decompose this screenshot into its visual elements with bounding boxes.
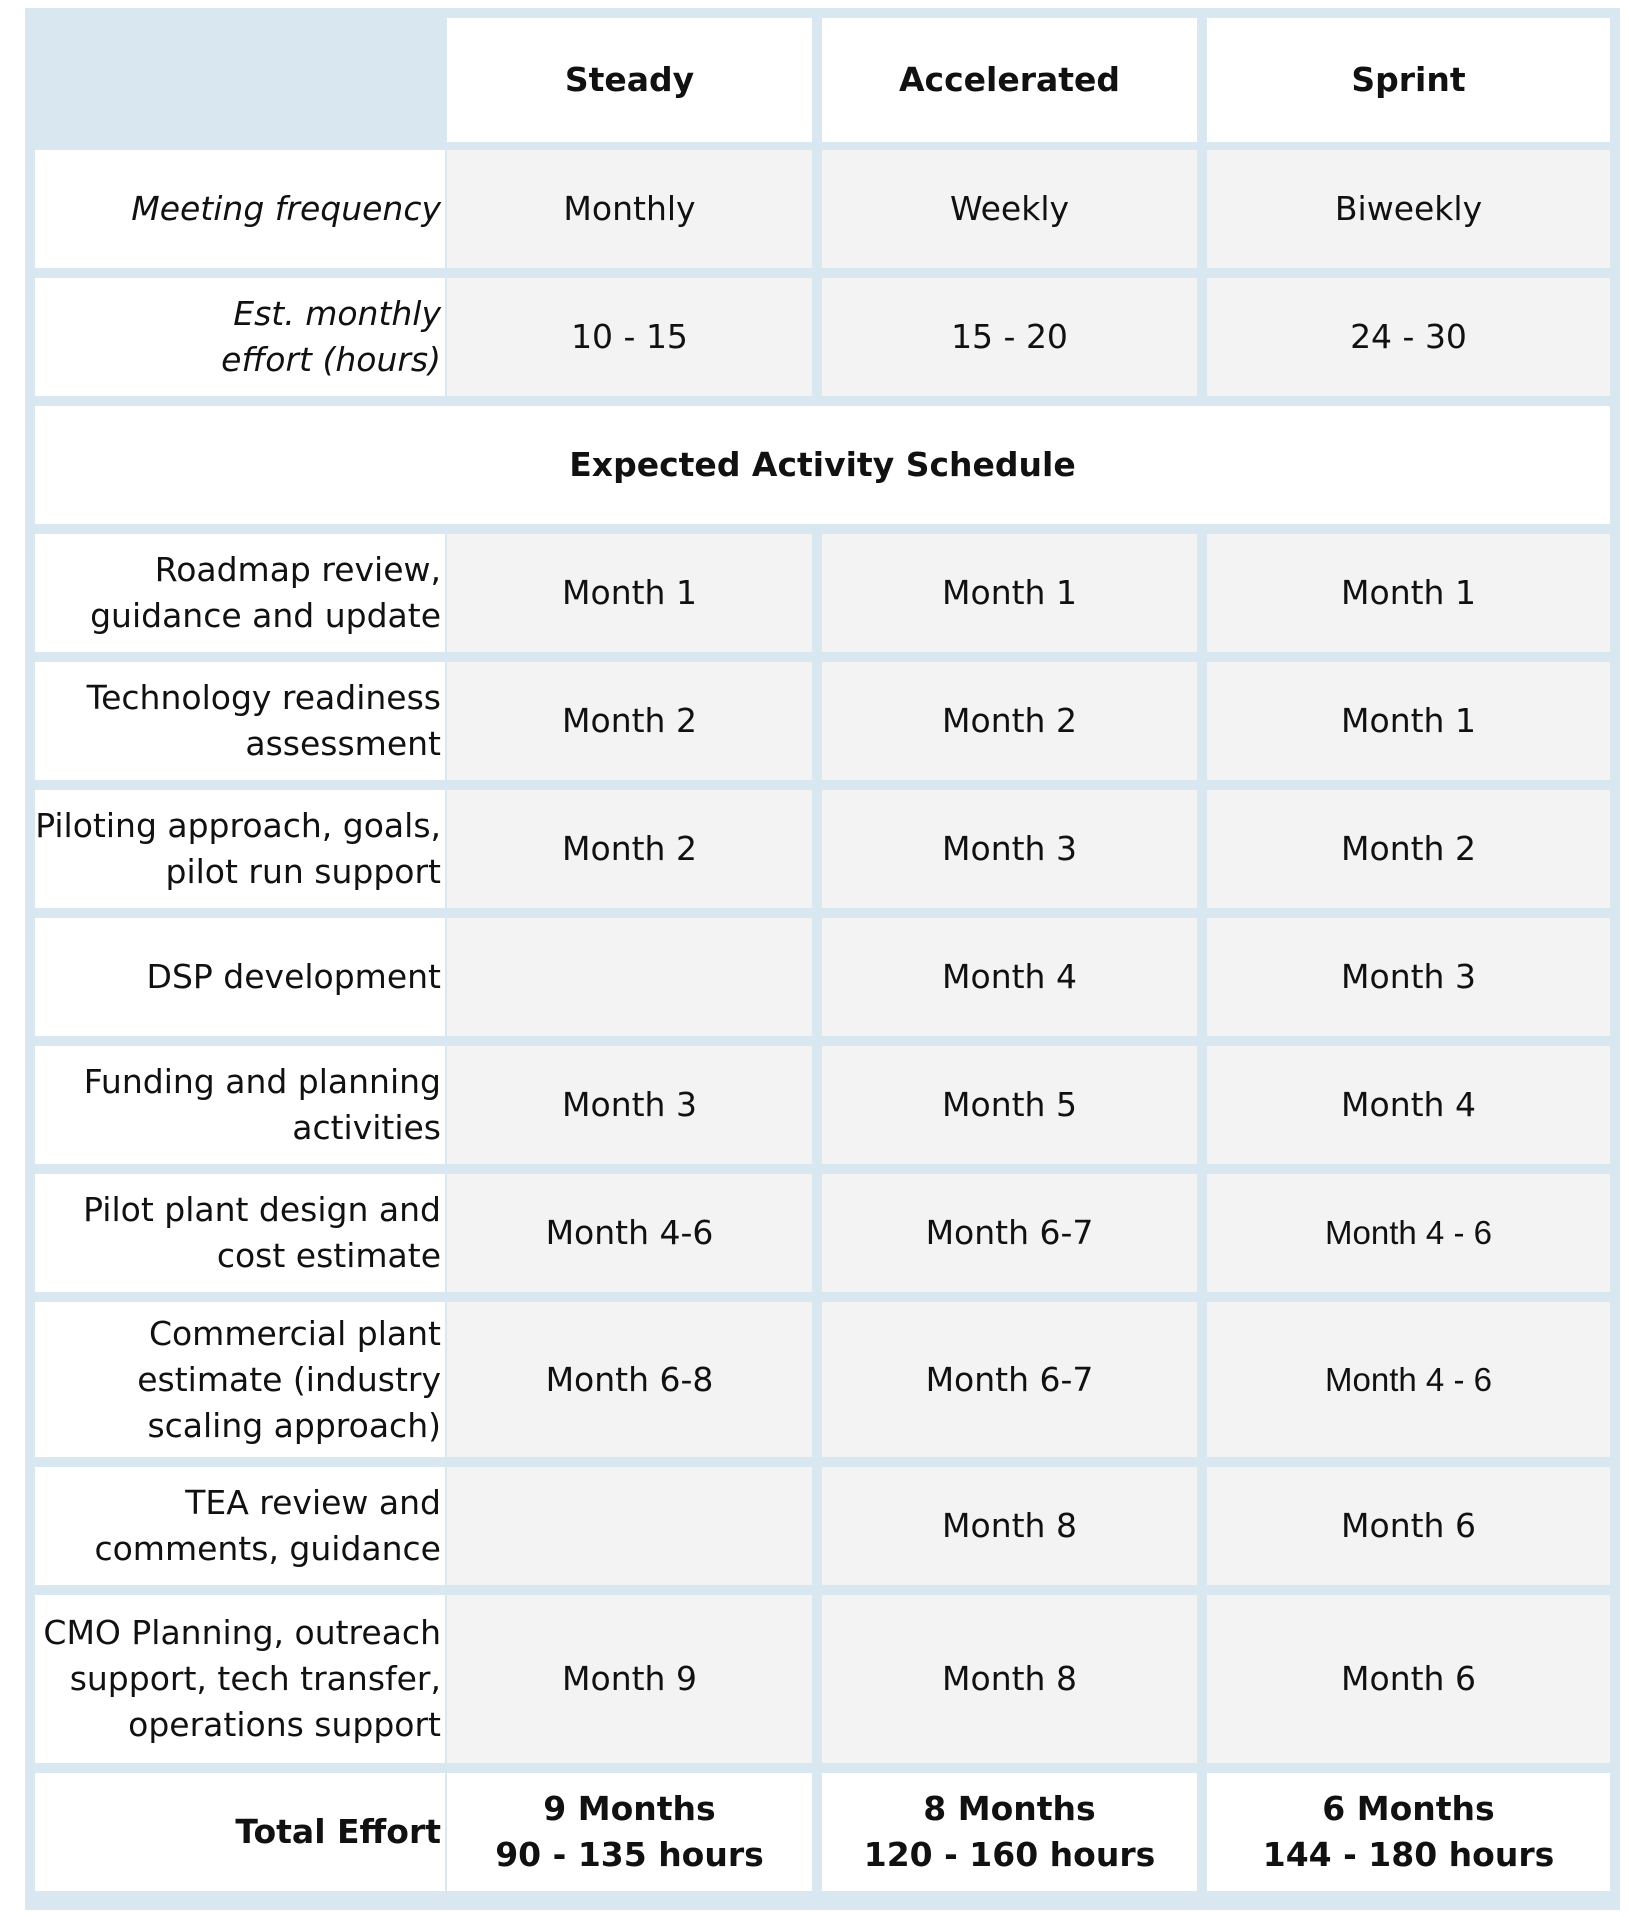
row-label-meeting-frequency: Meeting frequency [35, 150, 445, 268]
activity-value-accelerated: Month 8 [822, 1595, 1197, 1763]
activity-value-accelerated: Month 1 [822, 534, 1197, 652]
activity-value-accelerated: Month 8 [822, 1467, 1197, 1585]
col-header-accelerated: Accelerated [822, 18, 1197, 142]
activity-value-accelerated: Month 4 [822, 918, 1197, 1036]
activity-value-sprint: Month 4 - 6 [1207, 1302, 1610, 1457]
activity-value-steady: Month 2 [447, 662, 812, 780]
col-header-sprint: Sprint [1207, 18, 1610, 142]
activity-value-sprint: Month 4 - 6 [1207, 1174, 1610, 1292]
activity-value-steady: Month 2 [447, 790, 812, 908]
meeting-frequency-sprint: Biweekly [1207, 150, 1610, 268]
meeting-frequency-steady: Monthly [447, 150, 812, 268]
header-corner [35, 18, 445, 142]
activity-label: Roadmap review, guidance and update [35, 534, 445, 652]
activity-value-accelerated: Month 6-7 [822, 1174, 1197, 1292]
row-label-monthly-effort: Est. monthly effort (hours) [35, 278, 445, 396]
activity-value-sprint: Month 3 [1207, 918, 1610, 1036]
activity-label: CMO Planning, outreach support, tech transfer, operations support [35, 1595, 445, 1763]
activity-value-sprint: Month 6 [1207, 1595, 1610, 1763]
activity-value-sprint: Month 6 [1207, 1467, 1610, 1585]
activity-label: DSP development [35, 918, 445, 1036]
activity-label: Piloting approach, goals, pilot run support [35, 790, 445, 908]
monthly-effort-accelerated: 15 - 20 [822, 278, 1197, 396]
total-effort-steady: 9 Months 90 - 135 hours [447, 1773, 812, 1891]
section-title: Expected Activity Schedule [35, 406, 1610, 524]
activity-label: Technology readiness assessment [35, 662, 445, 780]
activity-value-sprint: Month 1 [1207, 662, 1610, 780]
activity-value-sprint: Month 1 [1207, 534, 1610, 652]
activity-value-accelerated: Month 6-7 [822, 1302, 1197, 1457]
schedule-table [25, 8, 1620, 1910]
monthly-effort-steady: 10 - 15 [447, 278, 812, 396]
activity-value-accelerated: Month 3 [822, 790, 1197, 908]
activity-value-steady: Month 4-6 [447, 1174, 812, 1292]
activity-value-steady: Month 9 [447, 1595, 812, 1763]
total-effort-sprint: 6 Months 144 - 180 hours [1207, 1773, 1610, 1891]
col-header-steady: Steady [447, 18, 812, 142]
activity-label: Commercial plant estimate (industry scaling approach) [35, 1302, 445, 1457]
activity-value-steady [447, 918, 812, 1036]
activity-value-accelerated: Month 5 [822, 1046, 1197, 1164]
total-effort-label: Total Effort [35, 1773, 445, 1891]
meeting-frequency-accelerated: Weekly [822, 150, 1197, 268]
activity-label: Funding and planning activities [35, 1046, 445, 1164]
monthly-effort-sprint: 24 - 30 [1207, 278, 1610, 396]
activity-label: TEA review and comments, guidance [35, 1467, 445, 1585]
activity-value-steady: Month 1 [447, 534, 812, 652]
activity-value-steady: Month 6-8 [447, 1302, 812, 1457]
activity-value-steady: Month 3 [447, 1046, 812, 1164]
activity-value-sprint: Month 4 [1207, 1046, 1610, 1164]
total-effort-accelerated: 8 Months 120 - 160 hours [822, 1773, 1197, 1891]
activity-label: Pilot plant design and cost estimate [35, 1174, 445, 1292]
activity-value-accelerated: Month 2 [822, 662, 1197, 780]
activity-value-steady [447, 1467, 812, 1585]
activity-value-sprint: Month 2 [1207, 790, 1610, 908]
